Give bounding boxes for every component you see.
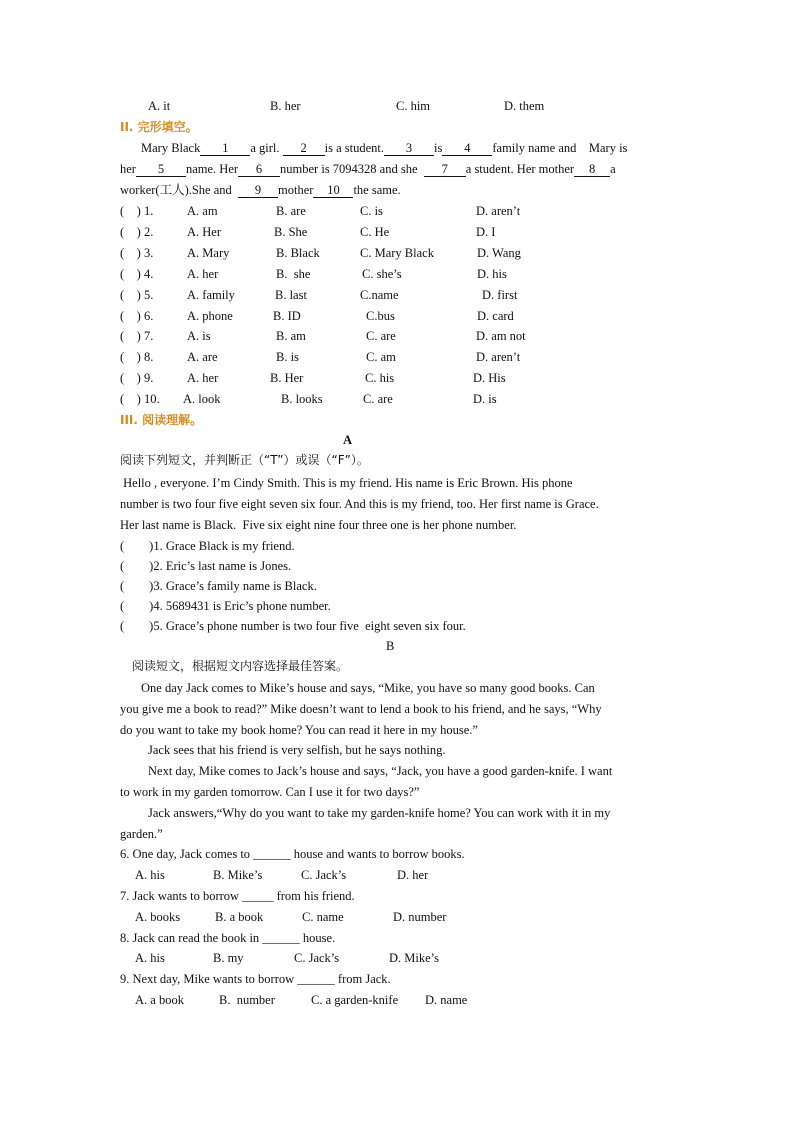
passage-line: Her last name is Black. Five six eight nine four three one is her phone number. xyxy=(120,518,517,532)
question-stem: 7. Jack wants to borrow _____ from his friend. xyxy=(120,889,355,903)
cloze-line-1 xyxy=(141,140,627,156)
cloze-text: a xyxy=(610,162,616,176)
option-b: B. Her xyxy=(270,371,304,385)
passage-line: garden.” xyxy=(120,827,163,841)
option-d: D. her xyxy=(397,868,429,882)
option-a: A. are xyxy=(187,350,218,364)
option-a: A. books xyxy=(135,910,181,924)
option-c: C. are xyxy=(363,392,393,406)
cloze-text: family name and Mary is xyxy=(492,141,628,155)
option-c: C. are xyxy=(366,329,396,343)
question-number: ( ) 9. xyxy=(120,371,154,385)
true-false-statement: ( )3. Grace’s family name is Black. xyxy=(120,579,317,593)
blank-2: 2 xyxy=(283,142,325,156)
option-d: D. card xyxy=(477,309,514,323)
cloze-text: name. Her xyxy=(185,162,239,176)
option-b: B. her xyxy=(270,99,301,113)
question-number: ( ) 1. xyxy=(120,204,154,218)
option-d: D. name xyxy=(425,993,468,1007)
option-d: D. aren’t xyxy=(476,204,521,218)
passage-line: Jack sees that his friend is very selfish, but he says nothing. xyxy=(148,743,446,757)
question-number: ( ) 5. xyxy=(120,288,154,302)
option-b: B. Mike’s xyxy=(213,868,263,882)
question-stem: 6. One day, Jack comes to ______ house and wants to borrow books. xyxy=(120,847,465,861)
option-c: C. she’s xyxy=(362,267,402,281)
option-c: C. him xyxy=(396,99,431,113)
blank-7: 7 xyxy=(424,163,466,177)
cloze-text: a girl. xyxy=(250,141,280,155)
true-false-statement: ( )2. Eric’s last name is Jones. xyxy=(120,559,292,573)
option-a: A. am xyxy=(187,204,218,218)
option-a: A. her xyxy=(187,371,219,385)
option-c: C. is xyxy=(360,204,383,218)
option-d: D. Mike’s xyxy=(389,951,439,965)
option-c: C. am xyxy=(366,350,396,364)
section2-heading: II. 完形填空。 xyxy=(120,120,198,134)
question-number: ( ) 6. xyxy=(120,309,154,323)
part-b-instruction: 阅读短文，根据短文内容选择最佳答案。 xyxy=(132,659,349,673)
passage-line: to work in my garden tomorrow. Can I use it for two days?” xyxy=(120,785,420,799)
option-a: A. his xyxy=(135,951,165,965)
blank-3: 3 xyxy=(384,142,434,156)
option-d: D. His xyxy=(473,371,506,385)
option-a: A. phone xyxy=(187,309,233,323)
cloze-line-3 xyxy=(120,182,401,198)
option-c: C. He xyxy=(360,225,390,239)
option-b: B. is xyxy=(276,350,299,364)
passage-line: Jack answers,“Why do you want to take my garden-knife home? You can work with it in my xyxy=(148,806,611,820)
option-d: D. them xyxy=(504,99,545,113)
question-stem: 8. Jack can read the book in ______ house. xyxy=(120,931,336,945)
question-number: ( ) 4. xyxy=(120,267,154,281)
passage-line: you give me a book to read?” Mike doesn’t want to lend a book to his friend, and he says, “Why xyxy=(120,702,602,716)
question-number: ( ) 7. xyxy=(120,329,154,343)
true-false-statement: ( )4. 5689431 is Eric’s phone number. xyxy=(120,599,331,613)
option-d: D. number xyxy=(393,910,447,924)
part-b-label: B xyxy=(386,639,395,653)
option-d: D. I xyxy=(476,225,496,239)
question-number: ( ) 2. xyxy=(120,225,154,239)
true-false-statement: ( )1. Grace Black is my friend. xyxy=(120,539,295,553)
option-d: D. his xyxy=(477,267,507,281)
question-number: ( ) 3. xyxy=(120,246,154,260)
option-a: A. Her xyxy=(187,225,222,239)
question-number: ( ) 8. xyxy=(120,350,154,364)
question-number: ( ) 10. xyxy=(120,392,160,406)
option-b: B. she xyxy=(276,267,311,281)
blank-6: 6 xyxy=(238,163,280,177)
passage-line: Hello , everyone. I’m Cindy Smith. This is my friend. His name is Eric Brown. His phone xyxy=(120,476,573,490)
option-a: A. Mary xyxy=(187,246,230,260)
cloze-text: is a student. xyxy=(324,141,385,155)
cloze-text: her xyxy=(120,162,136,176)
option-a: A. family xyxy=(187,288,235,302)
part-a-label: A xyxy=(343,433,353,447)
passage-line: number is two four five eight seven six four. And this is my friend, too. Her first name is Grace. xyxy=(120,497,599,511)
option-d: D. Wang xyxy=(477,246,521,260)
cloze-text: a student. Her mother xyxy=(465,162,575,176)
option-c: C. Jack’s xyxy=(294,951,340,965)
option-b: B. number xyxy=(219,993,275,1007)
true-false-statement: ( )5. Grace’s phone number is two four five eight seven six four. xyxy=(120,619,466,633)
option-c: C. name xyxy=(302,910,344,924)
cloze-text: worker(工人).She and xyxy=(120,183,232,197)
section3-heading: III. 阅读理解。 xyxy=(120,413,203,427)
blank-8: 8 xyxy=(574,163,610,177)
option-a: A. look xyxy=(183,392,221,406)
question-stem: 9. Next day, Mike wants to borrow ______ from Jack. xyxy=(120,972,391,986)
option-a: A. a book xyxy=(135,993,184,1007)
option-b: B. last xyxy=(275,288,307,302)
blank-4: 4 xyxy=(442,142,492,156)
part-a-instruction: 阅读下列短文，并判断正（“T”）或误（“F”）。 xyxy=(120,453,369,467)
option-a: A. it xyxy=(148,99,171,113)
option-a: A. her xyxy=(187,267,219,281)
cloze-text: the same. xyxy=(353,183,401,197)
option-b: B. my xyxy=(213,951,244,965)
cloze-text: is xyxy=(434,141,443,155)
option-a: A. his xyxy=(135,868,165,882)
option-c: C.name xyxy=(360,288,399,302)
option-b: B. Black xyxy=(276,246,320,260)
option-b: B. a book xyxy=(215,910,264,924)
option-b: B. ID xyxy=(273,309,301,323)
option-c: C.bus xyxy=(366,309,395,323)
blank-10: 10 xyxy=(313,184,353,198)
blank-1: 1 xyxy=(200,142,250,156)
cloze-text: number is 7094328 and she xyxy=(280,162,418,176)
option-c: C. a garden-knife xyxy=(311,993,399,1007)
blank-9: 9 xyxy=(238,184,278,198)
cloze-text: mother xyxy=(278,183,314,197)
option-b: B. looks xyxy=(281,392,323,406)
cloze-line-2 xyxy=(120,161,616,177)
option-a: A. is xyxy=(187,329,211,343)
option-c: C. Jack’s xyxy=(301,868,347,882)
option-d: D. am not xyxy=(476,329,526,343)
passage-line: do you want to take my book home? You can read it here in my house.” xyxy=(120,723,478,737)
option-b: B. She xyxy=(274,225,308,239)
option-d: D. first xyxy=(482,288,518,302)
option-d: D. is xyxy=(473,392,497,406)
passage-line: One day Jack comes to Mike’s house and says, “Mike, you have so many good books. Can xyxy=(141,681,595,695)
passage-line: Next day, Mike comes to Jack’s house and says, “Jack, you have a good garden-knife. I want xyxy=(148,764,613,778)
option-b: B. are xyxy=(276,204,306,218)
option-c: C. Mary Black xyxy=(360,246,434,260)
option-b: B. am xyxy=(276,329,306,343)
blank-5: 5 xyxy=(136,163,186,177)
option-c: C. his xyxy=(365,371,395,385)
cloze-text: Mary Black xyxy=(141,141,201,155)
option-d: D. aren’t xyxy=(476,350,521,364)
